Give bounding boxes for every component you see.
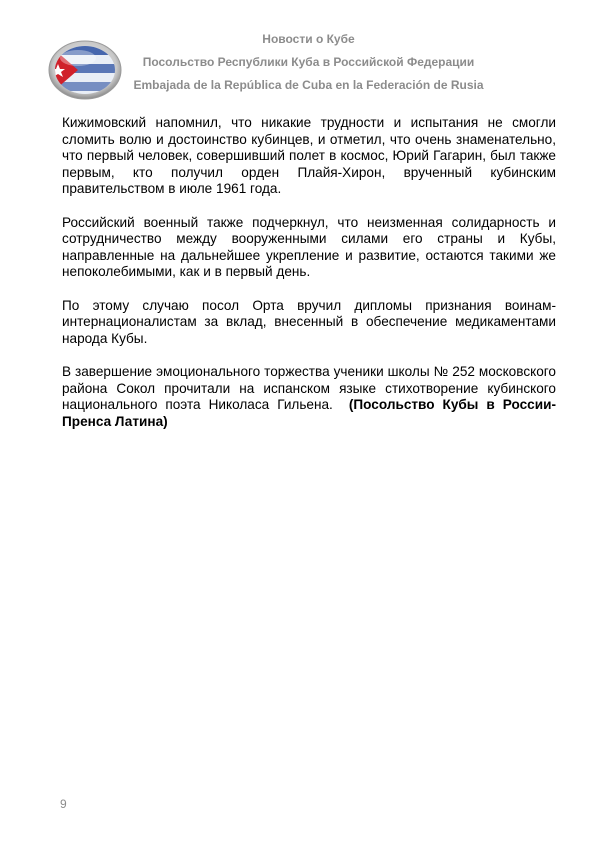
page-number: 9: [60, 797, 67, 811]
article-paragraph-4: [62, 364, 556, 430]
article-body: [62, 115, 556, 447]
article-paragraph-1: Кижимовский напомнил, что никакие трудности и испытания не смогли сломить волю и достоинство кубинцев, и отметил, что очень знаменательно, что первый человек, совершивший полет в космос, Юрий Гагарин, был также первым, кто получил орден Плайя-Хирон, врученный кубинским правительством в июле 1961 года.: [62, 115, 556, 196]
page-header: [0, 0, 597, 100]
header-embassy-es: Embajada de la República de Cuba en la Federación de Rusia: [133, 78, 484, 92]
article-source-credit: (Посольство Кубы в России- Пренса Латина): [62, 397, 556, 429]
article-paragraph-4-text: В завершение эмоционального торжества ученики школы № 252 московского района Сокол прочитали на испанском языке стихотворение кубинского национального поэта Николаса Гильена.: [62, 364, 556, 412]
article-paragraph-2: Российский военный также подчеркнул, что неизменная солидарность и сотрудничество между вооруженными силами его страны и Кубы, направленные на дальнейшее укрепление и развитие, остаются такими же непоколебимыми, как и в первый день.: [62, 214, 556, 279]
header-embassy-ru: Посольство Республики Куба в Российской Федерации: [142, 55, 475, 69]
article-paragraph-3: По этому случаю посол Орта вручил дипломы признания воинам-интернационалистам за вклад, внесенный в обеспечение медикаментами народа Кубы.: [62, 297, 556, 346]
header-title: Новости о Кубе: [262, 32, 355, 46]
